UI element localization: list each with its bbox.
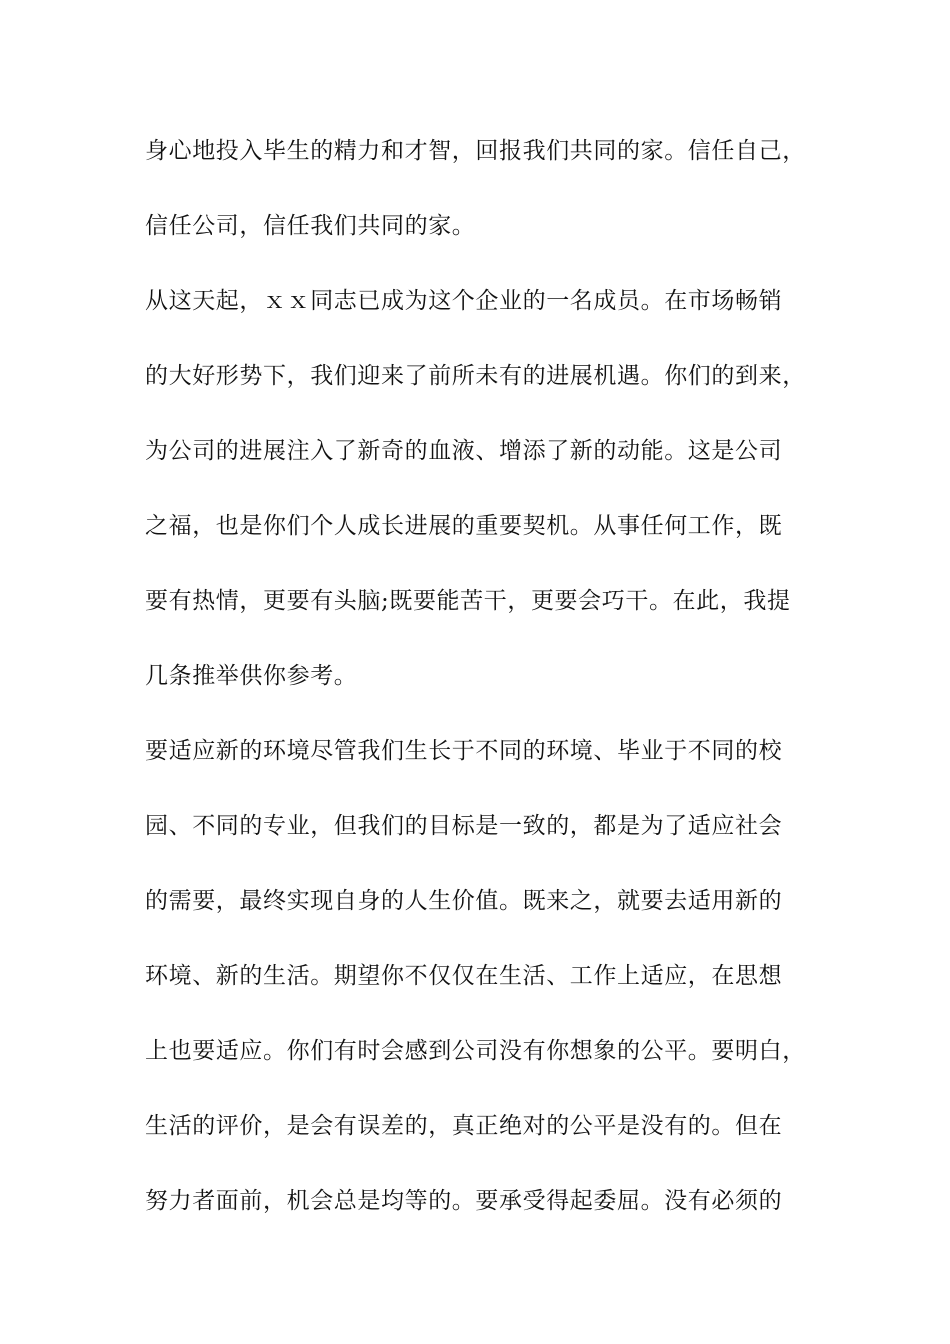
text-line: 环境、新的生活。期望你不仅仅在生活、工作上适应，在思想	[145, 963, 783, 989]
text-line: 上也要适应。你们有时会感到公司没有你想象的公平。要明白，	[145, 1038, 806, 1064]
text-line: 之福，也是你们个人成长进展的重要契机。从事任何工作，既	[145, 513, 783, 539]
text-line: 努力者面前，机会总是均等的。要承受得起委屈。没有必须的	[145, 1188, 783, 1214]
text-line: 园、不同的专业，但我们的目标是一致的，都是为了适应社会	[145, 813, 783, 839]
text-line: 的需要，最终实现自身的人生价值。既来之，就要去适用新的	[145, 888, 783, 914]
text-line: 几条推举供你参考。	[145, 663, 358, 689]
text-line: 从这天起，ｘｘ同志已成为这个企业的一名成员。在市场畅销	[145, 288, 783, 314]
text-line: 身心地投入毕生的精力和才智，回报我们共同的家。信任自己，	[145, 138, 806, 164]
text-line: 要适应新的环境尽管我们生长于不同的环境、毕业于不同的校	[145, 738, 783, 764]
text-line: 生活的评价，是会有误差的，真正绝对的公平是没有的。但在	[145, 1113, 783, 1139]
text-line: 的大好形势下，我们迎来了前所未有的进展机遇。你们的到来，	[145, 363, 806, 389]
text-line: 信任公司，信任我们共同的家。	[145, 213, 476, 239]
text-line: 为公司的进展注入了新奇的血液、增添了新的动能。这是公司	[145, 438, 783, 464]
text-line: 要有热情，更要有头脑;既要能苦干，更要会巧干。在此，我提	[145, 588, 791, 614]
body-text	[145, 120, 825, 1245]
